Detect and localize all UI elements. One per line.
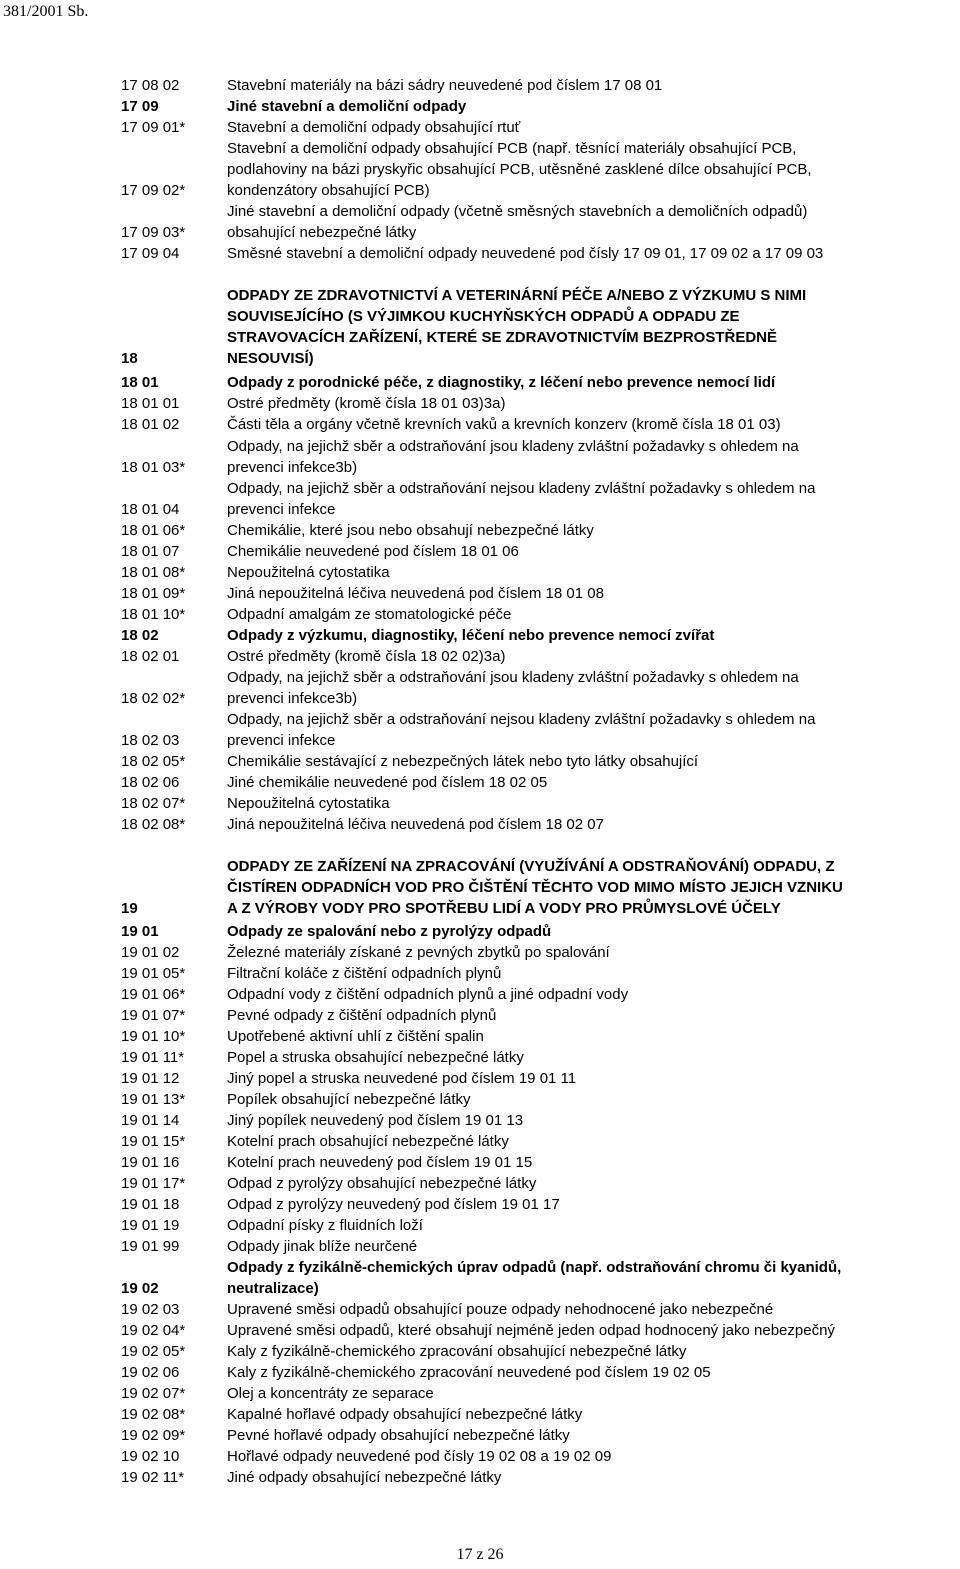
- waste-code: 19 01 16: [121, 1154, 180, 1171]
- description-line: Železné materiály získané z pevných zbytků po spalování: [227, 944, 610, 961]
- description-line: Nepoužitelná cytostatika: [227, 564, 390, 581]
- description-line: A Z VÝROBY VODY PRO SPOTŘEBU LIDÍ A VODY PRO PRŮMYSLOVÉ ÚČELY: [227, 900, 781, 917]
- waste-description: [227, 583, 960, 604]
- description-line: Upotřebené aktivní uhlí z čištění spalin: [227, 1028, 484, 1045]
- description-line: Kotelní prach neuvedený pod číslem 19 01 15: [227, 1154, 533, 1171]
- waste-code: 17 08 02: [121, 77, 180, 94]
- description-line: Odpady z porodnické péče, z diagnostiky, z léčení nebo prevence nemocí lidí: [227, 374, 776, 391]
- description-line: Odpadní vody z čištění odpadních plynů a jiné odpadní vody: [227, 986, 629, 1003]
- waste-description: [227, 1173, 960, 1194]
- description-line: Stavební a demoliční odpady obsahující PCB (např. těsnící materiály obsahující PCB,: [227, 140, 797, 157]
- waste-description: [227, 1089, 960, 1110]
- waste-code: 18 01 09*: [121, 585, 186, 602]
- waste-code: 18 01 06*: [121, 522, 186, 539]
- waste-description: [227, 243, 960, 264]
- waste-description: [227, 520, 960, 541]
- waste-code: 18 02 01: [121, 648, 180, 665]
- waste-code: 18 02 05*: [121, 753, 186, 770]
- waste-description: [227, 963, 960, 984]
- waste-code: 18 02: [121, 627, 159, 644]
- description-line: Ostré předměty (kromě čísla 18 01 03)3a): [227, 395, 506, 412]
- description-line: Stavební a demoliční odpady obsahující rtuť: [227, 119, 521, 136]
- waste-description: [227, 1131, 960, 1152]
- description-line: Popel a struska obsahující nebezpečné látky: [227, 1049, 524, 1066]
- description-line: Jiný popílek neuvedený pod číslem 19 01 13: [227, 1112, 524, 1129]
- description-line: ODPADY ZE ZAŘÍZENÍ NA ZPRACOVÁNÍ (VYUŽÍVÁNÍ A ODSTRAŇOVÁNÍ) ODPADU, Z: [227, 858, 835, 875]
- waste-code: 18 01 07: [121, 543, 180, 560]
- waste-code: 19 02 11*: [121, 1469, 185, 1486]
- waste-description: [227, 201, 960, 243]
- waste-code: 18 01 03*: [121, 459, 186, 476]
- description-line: Jiné stavební a demoliční odpady (včetně směsných stavebních a demoličních odpadů): [227, 203, 808, 220]
- waste-description: [227, 478, 960, 520]
- description-line: Nepoužitelná cytostatika: [227, 795, 390, 812]
- waste-description: [227, 1341, 960, 1362]
- waste-code: 17 09: [121, 98, 159, 115]
- waste-description: [227, 1215, 960, 1236]
- description-line: Ostré předměty (kromě čísla 18 02 02)3a): [227, 648, 506, 665]
- waste-description: [227, 942, 960, 963]
- description-line: prevenci infekce3b): [227, 690, 358, 707]
- waste-description: [227, 393, 960, 414]
- description-line: Odpadní písky z fluidních loží: [227, 1217, 423, 1234]
- description-line: ODPADY ZE ZDRAVOTNICTVÍ A VETERINÁRNÍ PÉČE A/NEBO Z VÝZKUMU S NIMI: [227, 287, 807, 304]
- description-line: Jiné odpady obsahující nebezpečné látky: [227, 1469, 502, 1486]
- waste-code: 18 01 02: [121, 416, 180, 433]
- description-line: Chemikálie sestávající z nebezpečných látek nebo tyto látky obsahující: [227, 753, 699, 770]
- waste-description: [227, 921, 960, 942]
- description-line: Filtrační koláče z čištění odpadních plynů: [227, 965, 502, 982]
- waste-code: 19 01 02: [121, 944, 180, 961]
- waste-description: [227, 709, 960, 751]
- waste-description: [227, 117, 960, 138]
- waste-description: [227, 1110, 960, 1131]
- waste-description: [227, 1068, 960, 1089]
- waste-description: [227, 96, 960, 117]
- description-line: Odpady, na jejichž sběr a odstraňování jsou kladeny zvláštní požadavky s ohledem na: [227, 669, 799, 686]
- description-line: SOUVISEJÍCÍHO (S VÝJIMKOU KUCHYŇSKÝCH ODPADŮ A ODPADU ZE: [227, 308, 740, 325]
- waste-description: [227, 751, 960, 772]
- description-line: Stavební materiály na bázi sádry neuvedené pod číslem 17 08 01: [227, 77, 663, 94]
- waste-code: 19 01 14: [121, 1112, 180, 1129]
- description-line: Hořlavé odpady neuvedené pod čísly 19 02 08 a 19 02 09: [227, 1448, 612, 1465]
- waste-description: [227, 1383, 960, 1404]
- waste-code: 18 02 08*: [121, 816, 186, 833]
- waste-description: [227, 138, 960, 201]
- waste-description: [227, 1299, 960, 1320]
- waste-code: 19 01 13*: [121, 1091, 186, 1108]
- waste-description: [227, 436, 960, 478]
- description-line: Jiné stavební a demoliční odpady: [227, 98, 467, 115]
- waste-description: [227, 1425, 960, 1446]
- waste-description: [227, 1257, 960, 1299]
- waste-code: 19 01 10*: [121, 1028, 186, 1045]
- waste-code: 19 01 11*: [121, 1049, 185, 1066]
- description-line: prevenci infekce: [227, 501, 336, 518]
- description-line: NESOUVISÍ): [227, 350, 314, 367]
- waste-description: [227, 604, 960, 625]
- waste-code: 18 02 02*: [121, 690, 186, 707]
- waste-code: 19 02 09*: [121, 1427, 186, 1444]
- waste-code: 17 09 01*: [121, 119, 186, 136]
- waste-description: [227, 1047, 960, 1068]
- description-line: Odpad z pyrolýzy obsahující nebezpečné látky: [227, 1175, 537, 1192]
- description-line: Jiný popel a struska neuvedené pod číslem 19 01 11: [227, 1070, 577, 1087]
- waste-code: 19 01 18: [121, 1196, 180, 1213]
- waste-code: 19 02 06: [121, 1364, 180, 1381]
- waste-description: [227, 625, 960, 646]
- waste-code: 19 01 99: [121, 1238, 180, 1255]
- waste-code: 18 01 10*: [121, 606, 186, 623]
- description-line: Chemikálie, které jsou nebo obsahují nebezpečné látky: [227, 522, 594, 539]
- waste-description: [227, 1152, 960, 1173]
- description-line: Jiná nepoužitelná léčiva neuvedená pod číslem 18 02 07: [227, 816, 604, 833]
- waste-code: 18 02 03: [121, 732, 180, 749]
- page-header: 381/2001 Sb.: [3, 3, 89, 20]
- description-line: Části těla a orgány včetně krevních vaků a krevních konzerv (kromě čísla 18 01 03): [227, 416, 781, 433]
- waste-code: 18 01 04: [121, 501, 180, 518]
- description-line: Směsné stavební a demoliční odpady neuvedené pod čísly 17 09 01, 17 09 02 a 17 09 03: [227, 245, 824, 262]
- waste-description: [227, 1320, 960, 1341]
- waste-description: [227, 772, 960, 793]
- waste-description: [227, 75, 960, 96]
- description-line: Olej a koncentráty ze separace: [227, 1385, 434, 1402]
- description-line: Kotelní prach obsahující nebezpečné látky: [227, 1133, 509, 1150]
- waste-code: 17 09 03*: [121, 224, 186, 241]
- waste-description: [227, 667, 960, 709]
- waste-description: [227, 1467, 960, 1488]
- waste-code: 18 01: [121, 374, 159, 391]
- description-line: STRAVOVACÍCH ZAŘÍZENÍ, KTERÉ SE ZDRAVOTNICTVÍM BEZPROSTŘEDNĚ: [227, 329, 778, 346]
- description-line: prevenci infekce: [227, 732, 336, 749]
- description-line: Odpad z pyrolýzy neuvedený pod číslem 19 01 17: [227, 1196, 560, 1213]
- description-line: podlahoviny na bázi pryskyřic obsahující PCB, utěsněné zasklené dílce obsahující PCB,: [227, 161, 812, 178]
- description-line: kondenzátory obsahující PCB): [227, 182, 430, 199]
- description-line: obsahující nebezpečné látky: [227, 224, 417, 241]
- waste-code: 19 02 04*: [121, 1322, 186, 1339]
- waste-code: 19 02: [121, 1280, 159, 1297]
- waste-description: [227, 1236, 960, 1257]
- waste-description: [227, 1362, 960, 1383]
- waste-description: [227, 562, 960, 583]
- waste-code: 19 02 10: [121, 1448, 180, 1465]
- waste-description: [227, 285, 960, 369]
- waste-description: [227, 646, 960, 667]
- description-line: ČISTÍREN ODPADNÍCH VOD PRO ČIŠTĚNÍ TĚCHTO VOD MIMO MÍSTO JEJICH VZNIKU: [227, 879, 843, 896]
- waste-description: [227, 856, 960, 919]
- description-line: Odpady ze spalování nebo z pyrolýzy odpadů: [227, 923, 552, 940]
- description-line: Kaly z fyzikálně-chemického zpracování neuvedené pod číslem 19 02 05: [227, 1364, 711, 1381]
- waste-description: [227, 1005, 960, 1026]
- waste-code: 18 02 07*: [121, 795, 186, 812]
- waste-description: [227, 984, 960, 1005]
- description-line: Kaly z fyzikálně-chemického zpracování obsahující nebezpečné látky: [227, 1343, 687, 1360]
- waste-description: [227, 1194, 960, 1215]
- waste-code: 18 02 06: [121, 774, 180, 791]
- waste-code: 19 01 07*: [121, 1007, 186, 1024]
- description-line: neutralizace): [227, 1280, 319, 1297]
- description-line: Odpady z fyzikálně-chemických úprav odpadů (např. odstraňování chromu či kyanidů,: [227, 1259, 842, 1276]
- page-number: 17 z 26: [456, 1546, 504, 1563]
- description-line: Pevné odpady z čištění odpadních plynů: [227, 1007, 497, 1024]
- waste-code: 19 02 03: [121, 1301, 180, 1318]
- waste-code: 17 09 02*: [121, 182, 186, 199]
- waste-code: 18 01 01: [121, 395, 180, 412]
- waste-code: 19 01 12: [121, 1070, 180, 1087]
- description-line: Odpady, na jejichž sběr a odstraňování nejsou kladeny zvláštní požadavky s ohledem na: [227, 711, 816, 728]
- description-line: Popílek obsahující nebezpečné látky: [227, 1091, 471, 1108]
- description-line: Upravené směsi odpadů, které obsahují nejméně jeden odpad hodnocený jako nebezpečný: [227, 1322, 835, 1339]
- waste-description: [227, 372, 960, 393]
- waste-description: [227, 1404, 960, 1425]
- description-line: Odpady jinak blíže neurčené: [227, 1238, 418, 1255]
- waste-code: 19 02 07*: [121, 1385, 186, 1402]
- waste-code: 19 01 06*: [121, 986, 186, 1003]
- waste-description: [227, 793, 960, 814]
- waste-code: 18: [121, 350, 138, 367]
- description-line: Odpadní amalgám ze stomatologické péče: [227, 606, 512, 623]
- waste-description: [227, 1026, 960, 1047]
- description-line: Kapalné hořlavé odpady obsahující nebezpečné látky: [227, 1406, 583, 1423]
- waste-code: 19 02 08*: [121, 1406, 186, 1423]
- description-line: Jiná nepoužitelná léčiva neuvedená pod číslem 18 01 08: [227, 585, 604, 602]
- description-line: Upravené směsi odpadů obsahující pouze odpady nehodnocené jako nebezpečné: [227, 1301, 774, 1318]
- waste-description: [227, 541, 960, 562]
- waste-code: 19 01 19: [121, 1217, 180, 1234]
- waste-code: 19 02 05*: [121, 1343, 186, 1360]
- waste-code: 19 01 05*: [121, 965, 186, 982]
- waste-description: [227, 414, 960, 435]
- waste-code: 19 01: [121, 923, 159, 940]
- description-line: Odpady, na jejichž sběr a odstraňování jsou kladeny zvláštní požadavky s ohledem na: [227, 438, 799, 455]
- waste-code: 18 01 08*: [121, 564, 186, 581]
- description-line: Chemikálie neuvedené pod číslem 18 01 06: [227, 543, 519, 560]
- waste-code: 19: [121, 900, 138, 917]
- description-line: Odpady, na jejichž sběr a odstraňování nejsou kladeny zvláštní požadavky s ohledem na: [227, 480, 816, 497]
- waste-description: [227, 814, 960, 835]
- waste-code: 19 01 15*: [121, 1133, 186, 1150]
- description-line: Jiné chemikálie neuvedené pod číslem 18 02 05: [227, 774, 548, 791]
- waste-code: 17 09 04: [121, 245, 180, 262]
- waste-description: [227, 1446, 960, 1467]
- description-line: Pevné hořlavé odpady obsahující nebezpečné látky: [227, 1427, 570, 1444]
- description-line: prevenci infekce3b): [227, 459, 358, 476]
- description-line: Odpady z výzkumu, diagnostiky, léčení nebo prevence nemocí zvířat: [227, 627, 715, 644]
- waste-code: 19 01 17*: [121, 1175, 186, 1192]
